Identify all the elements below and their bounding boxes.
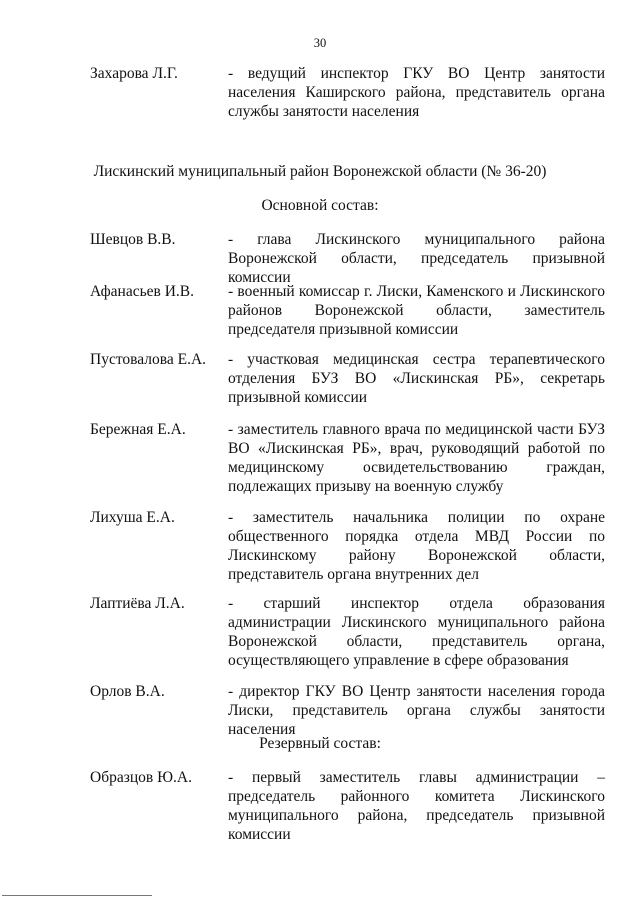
main-composition-heading: Основной состав:: [261, 197, 379, 214]
member-description: - участковая медицинская сестра терапевтического отделения БУЗ ВО «Лискинская РБ», секретарь призывной комиссии: [228, 351, 605, 406]
member-description: - директор ГКУ ВО Центр занятости населения города Лиски, представитель органа службы занятости населения: [228, 683, 605, 738]
member-name: Бережная Е.А.: [90, 421, 186, 438]
page-number: 30: [313, 36, 327, 50]
member-entry-zakharova: [90, 64, 605, 121]
district-title: Лискинский муниципальный район Воронежской области (№ 36-20): [93, 163, 547, 180]
member-name: Афанасьев И.В.: [90, 283, 195, 300]
member-name: Образцов Ю.А.: [90, 769, 192, 786]
member-name: Шевцов В.В.: [90, 231, 176, 248]
reserve-composition-heading: Резервный состав:: [259, 735, 381, 752]
member-description: - военный комиссар г. Лиски, Каменского и Лискинского районов Воронежской области, заместитель председателя призывной комиссии: [228, 283, 605, 338]
member-description: - глава Лискинского муниципального района Воронежской области, председатель призывной комиссии: [228, 231, 605, 286]
member-description: - заместитель начальника полиции по охране общественного порядка отдела МВД России по Лискинскому району Воронежской области, представитель органа внутренних дел: [228, 509, 605, 583]
member-name: Орлов В.А.: [90, 683, 165, 700]
member-entry-berezhnaya: [90, 420, 605, 496]
member-name: Лихуша Е.А.: [90, 509, 175, 526]
member-name: Лаптиёва Л.А.: [90, 595, 185, 612]
member-entry-laptieva: [90, 594, 605, 670]
member-description: - ведущий инспектор ГКУ ВО Центр занятости населения Каширского района, представитель органа службы занятости населения: [228, 65, 605, 120]
footer-divider: [2, 895, 152, 896]
member-description: - первый заместитель главы администрации – председатель районного комитета Лискинского муниципального района, председатель призывной комиссии: [228, 769, 605, 843]
member-name: Пустовалова Е.А.: [90, 351, 207, 368]
member-name: Захарова Л.Г.: [90, 65, 178, 82]
member-description: - старший инспектор отдела образования администрации Лискинского муниципального района Воронежской области, представитель органа, осуществляющего управление в сфере образования: [228, 595, 605, 669]
member-entry-shevtsov: [90, 230, 605, 287]
member-description: - заместитель главного врача по медицинской части БУЗ ВО «Лискинская РБ», врач, руководящий работой по медицинскому освидетельствованию граждан, подлежащих призыву на военную службу: [228, 421, 605, 495]
member-entry-orlov: [90, 682, 605, 739]
member-entry-afanasyev: [90, 282, 605, 339]
member-entry-obraztsov: [90, 768, 605, 844]
member-entry-likhusha: [90, 508, 605, 584]
member-entry-pustovalova: [90, 350, 605, 407]
